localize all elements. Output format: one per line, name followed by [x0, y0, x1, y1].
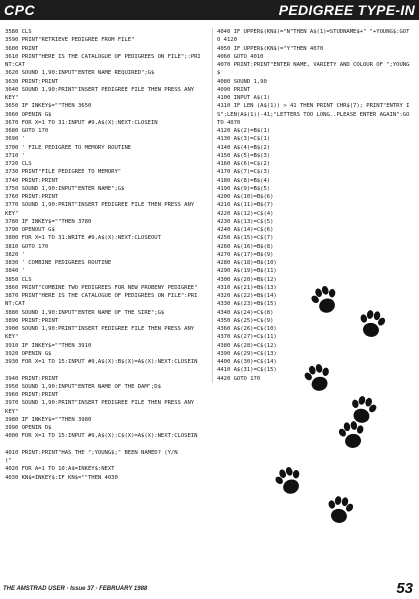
code-line: 3580 CLS — [5, 29, 32, 35]
magazine-issue-line: THE AMSTRAD USER · Issue 37 · FEBRUARY 1988 — [3, 586, 148, 592]
code-line: O 4120 — [217, 37, 237, 44]
code-line: 4420 GOTO 170 — [217, 375, 261, 382]
code-line: 4210 A$(11)=B$(7) — [217, 202, 274, 209]
code-line: 4380 A$(28)=C$(12) — [217, 342, 277, 349]
code-line: 4330 A$(23)=B$(15) — [217, 301, 277, 308]
section-label: CPC — [4, 2, 36, 18]
code-line: 4240 A$(14)=C$(6) — [217, 227, 274, 233]
code-line: 4260 A$(16)=B$(8) — [217, 243, 274, 250]
page-footer — [0, 578, 419, 599]
code-line: 4370 A$(27)=C$(11) — [217, 334, 277, 341]
code-line: 4110 IF LEN (A$(1)) > 41 THEN PRINT CHR$(7); PRINT"ENTRY I — [217, 103, 410, 110]
code-line: 3860 PRINT"COMBINE TWO PEDIGREES FOR NEW PROBENY PEDIGREE" — [5, 284, 198, 291]
article-title: PEDIGREE TYPE-IN — [278, 2, 415, 18]
code-line: 4020 FOR A=1 TO 10:A$=INKEY$:NEXT — [5, 466, 115, 473]
code-line: 3810 GOTO 170 — [5, 243, 49, 250]
code-line: 3630 PRINT:PRINT — [5, 78, 59, 85]
code-line: 4130 A$(3)=C$(1) — [217, 136, 271, 143]
code-line: 3900 SOUND 1,90:PRINT"INSERT PEDIGREE FILE THEN PRESS ANY — [5, 326, 195, 332]
code-line: 3920 OPENIN G$ — [5, 350, 52, 357]
code-line: 3670 FOR X=1 TO 31:INPUT #9,A$(X):NEXT:CLOSEIN — [5, 119, 158, 126]
code-line — [5, 441, 210, 449]
paw-print-icon — [336, 419, 368, 450]
code-line: KEY" — [5, 408, 19, 415]
code-line: 4040 IF UPPER$(KN$)="N"THEN A$(1)=STUDNAME$+" "+YOUNG$:GOT — [217, 29, 410, 35]
code-line: 3910 IF INKEY$=""THEN 3910 — [5, 342, 92, 349]
code-line: 3890 PRINT:PRINT — [5, 317, 59, 324]
code-line: 4390 A$(29)=C$(13) — [217, 350, 277, 357]
code-line: 3750 SOUND 1,90:INPUT"ENTER NAME";G$ — [5, 185, 125, 192]
code-line: 4050 IF UPPER$(KN$)="Y"THEN 4070 — [217, 45, 324, 52]
code-line: 3780 IF INKEY$=""THEN 3780 — [5, 218, 92, 225]
code-line: 4060 GOTO 4010 — [217, 53, 264, 60]
code-line: )" — [5, 458, 12, 464]
code-line: 4220 A$(12)=C$(4) — [217, 210, 274, 217]
code-line: 4030 KN$=INKEY$:IF KN$=""THEN 4030 — [5, 474, 118, 481]
code-line: 4120 A$(2)=B$(1) — [217, 128, 271, 134]
code-line: 4250 A$(15)=C$(7) — [217, 235, 274, 242]
code-line: 3700 ' FILE PEDIGREE TO MEMORY ROUTINE — [5, 144, 132, 151]
code-line — [5, 366, 210, 374]
paw-print-icon — [346, 394, 379, 427]
page-header — [0, 0, 419, 20]
code-line: 4190 A$(9)=B$(5) — [217, 185, 271, 192]
code-line: 3770 SOUND 1,90:PRINT"INSERT PEDIGREE FILE THEN PRESS ANY — [5, 202, 195, 209]
code-line: KEY" — [5, 210, 19, 217]
code-line: 4170 A$(7)=C$(3) — [217, 169, 271, 176]
code-line: 3800 FOR X=1 TO 31:WRITE #9,A$(X):NEXT:CLOSEOUT — [5, 235, 161, 242]
code-line: 3990 OPENIN D$ — [5, 425, 52, 431]
code-line: 4140 A$(4)=B$(2) — [217, 144, 271, 151]
code-line: 4280 A$(18)=B$(10) — [217, 260, 277, 266]
code-line: 4340 A$(24)=C$(8) — [217, 309, 274, 316]
code-line: 4100 INPUT A$(1) — [217, 95, 271, 101]
code-line: 3610 PRINT"HERE IS THE CATALOGUE OF PEDIGREES ON FILE";:PRI — [5, 53, 201, 60]
code-line: NT:CAT — [5, 301, 25, 308]
code-line: 4310 A$(21)=B$(13) — [217, 284, 277, 291]
code-line: 3680 GOTO 170 — [5, 128, 49, 134]
code-line: 3620 SOUND 1,90:INPUT"ENTER NAME REQUIRED";G$ — [5, 70, 155, 77]
listing-column-left — [5, 28, 210, 482]
code-line: 3960 PRINT:PRINT — [5, 392, 59, 398]
code-line: 3850 CLS — [5, 276, 32, 283]
code-line: 4320 A$(22)=B$(14) — [217, 293, 277, 299]
code-line: 4290 A$(19)=B$(11) — [217, 268, 277, 275]
code-line: 4230 A$(13)=C$(5) — [217, 218, 274, 225]
code-line: NT:CAT — [5, 62, 25, 68]
page-number: 53 — [396, 580, 413, 597]
code-line: 3720 CLS — [5, 161, 32, 167]
code-line: 4270 A$(17)=B$(9) — [217, 251, 274, 258]
code-line: 4080 SOUND 1,90 — [217, 78, 267, 85]
code-line: 4410 A$(31)=C$(15) — [217, 367, 277, 374]
code-line: 3840 ' — [5, 268, 25, 275]
code-line: 3930 FOR X=1 TO 15:INPUT #9,A$(X):B$(X)=A$(X):NEXT:CLOSEIN — [5, 359, 198, 365]
code-line: 4360 A$(26)=C$(10) — [217, 326, 277, 332]
code-line: 3590 PRINT"RETRIEVE PEDIGREE FROM FILE" — [5, 37, 135, 44]
listing-column-right — [212, 28, 419, 383]
code-line: 4010 PRINT:PRINT"HAS THE ";YOUNG$;" BEEN NAMED? (Y/N — [5, 449, 178, 456]
code-line: 3600 PRINT — [5, 45, 39, 52]
code-line: 3650 IF INKEY$=""THEN 3650 — [5, 103, 92, 110]
code-line: 4070 PRINT:PRINT"ENTER NAME, VARIETY AND COLOUR OF ";YOUNG — [217, 62, 410, 68]
code-line: 3820 ' — [5, 251, 25, 258]
code-line: 3880 SOUND 1,90:INPUT"ENTER NAME OF THE SIRE";G$ — [5, 309, 165, 316]
code-line: 3980 IF INKEY$=""THEN 3980 — [5, 416, 92, 423]
code-line: 3950 SOUND 1,90:INPUT"ENTER NAME OF THE DAM";D$ — [5, 383, 161, 390]
code-line: KEY" — [5, 95, 19, 101]
code-line: 3640 SOUND 1,90:PRINT"INSERT PEDIGREE FILE THEN PRESS ANY — [5, 86, 195, 93]
code-line: 4300 A$(20)=B$(12) — [217, 276, 277, 283]
code-line: 3790 OPENOUT G$ — [5, 227, 55, 233]
code-line: 4350 A$(25)=C$(9) — [217, 317, 274, 324]
code-line: 3660 OPENIN G$ — [5, 111, 52, 118]
code-line: 3760 PRINT:PRINT — [5, 194, 59, 200]
code-line: 4160 A$(6)=C$(2) — [217, 161, 271, 167]
code-line: $ — [217, 70, 221, 77]
code-line: 3690 ' — [5, 136, 25, 143]
code-line: 4150 A$(5)=B$(3) — [217, 152, 271, 159]
code-line: S";LEN(A$(1))-41;"LETTERS TOO LONG..PLEASE ENTER AGAIN":GO — [217, 111, 410, 118]
code-line: 3940 PRINT:PRINT — [5, 375, 59, 382]
code-line: 4090 PRINT — [217, 86, 251, 93]
code-line: 4000 FOR X=1 TO 15:INPUT #9,A$(X):C$(X)=A$(X):NEXT:CLOSEIN — [5, 433, 198, 440]
code-line: TO 4070 — [217, 119, 241, 126]
paw-print-icon — [324, 494, 356, 525]
code-line: 3710 ' — [5, 152, 25, 159]
paw-print-icon — [272, 464, 307, 498]
code-line: 3730 PRINT"FILE PEDIGREE TO MEMORY" — [5, 169, 122, 176]
code-line: 4400 A$(30)=C$(14) — [217, 359, 277, 365]
code-line: 3830 ' COMBINE PEDIGREES ROUTINE — [5, 260, 112, 266]
code-line: 3970 SOUND 1,90:PRINT"INSERT PEDIGREE FILE THEN PRESS ANY — [5, 400, 195, 407]
code-line: 3740 PRINT:PRINT — [5, 177, 59, 184]
code-line: 3870 PRINT"HERE IS THE CATALOGUE OF PEDIGREES ON FILE":PRI — [5, 293, 198, 299]
code-line: 4200 A$(10)=B$(6) — [217, 194, 274, 200]
code-line: KEY" — [5, 334, 19, 341]
code-line: 4180 A$(8)=B$(4) — [217, 177, 271, 184]
